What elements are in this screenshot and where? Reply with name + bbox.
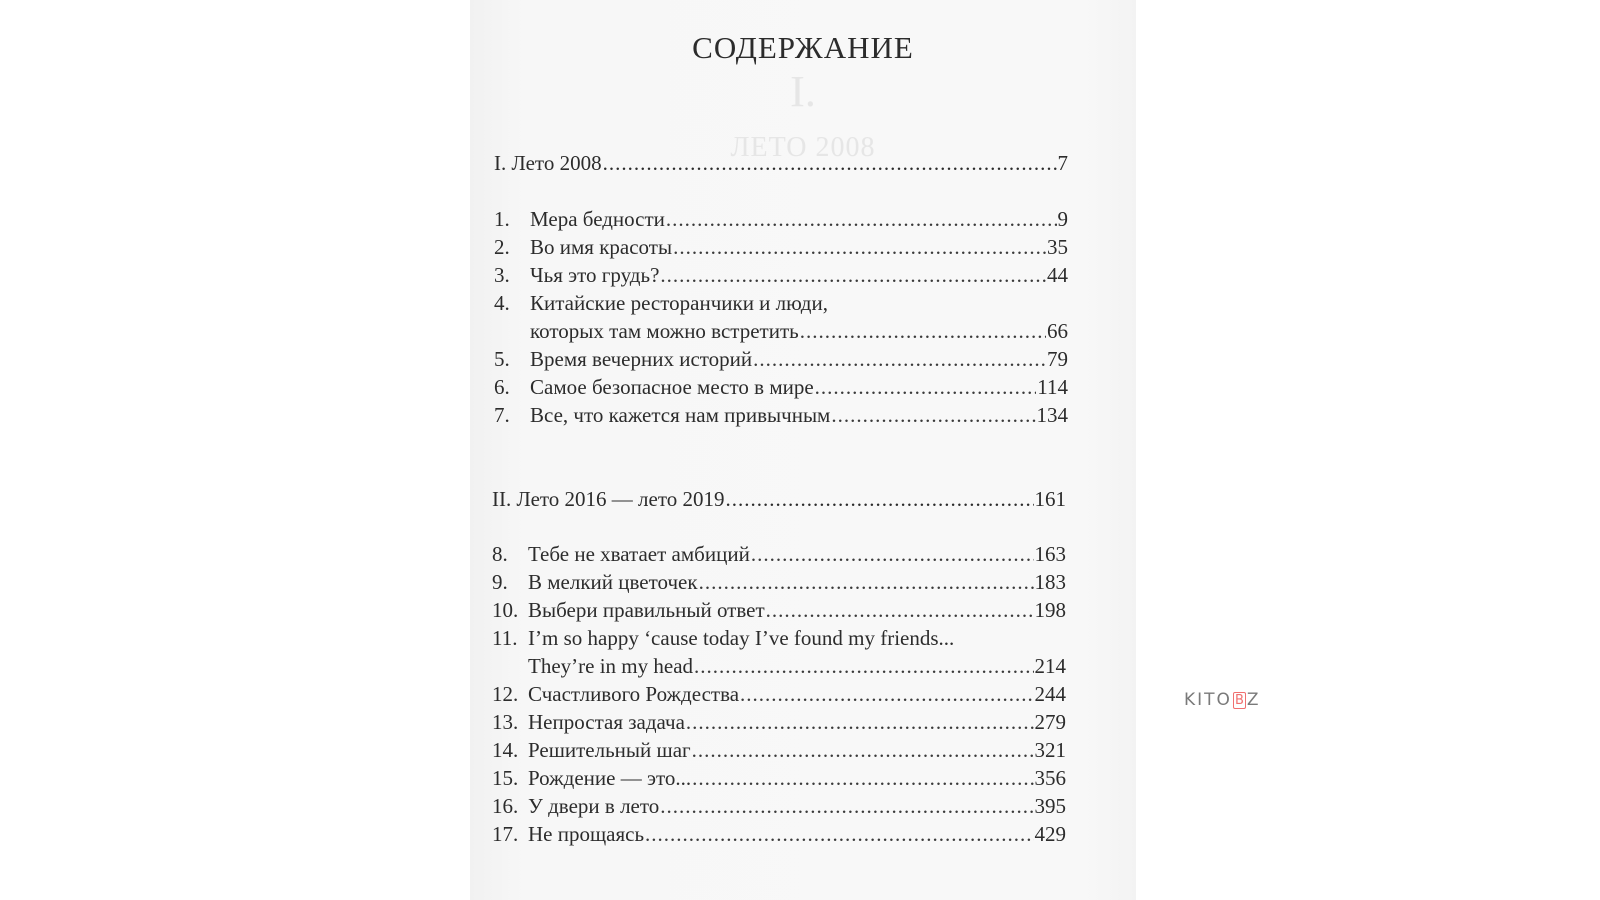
toc-entry bbox=[492, 681, 1066, 707]
entry-number: 7. bbox=[494, 403, 510, 427]
toc-entry bbox=[492, 709, 1066, 735]
watermark-text-end: Z bbox=[1246, 690, 1261, 710]
section-page-number: 7 bbox=[1057, 151, 1068, 175]
dot-leader bbox=[751, 541, 1034, 567]
dot-leader bbox=[740, 681, 1033, 707]
entry-number: 11. bbox=[492, 626, 518, 650]
entry-page-number: 244 bbox=[1034, 682, 1066, 706]
entry-title-line2: They’re in my head bbox=[528, 654, 694, 678]
entry-page-number: 66 bbox=[1047, 319, 1068, 343]
dot-leader bbox=[800, 318, 1046, 344]
section-label: II. Лето 2016 — лето 2019 bbox=[492, 487, 725, 511]
entry-page-number: 134 bbox=[1036, 403, 1068, 427]
entry-title: В мелкий цветочек bbox=[528, 570, 698, 594]
entry-title-line2: которых там можно встретить bbox=[530, 319, 799, 343]
entry-page-number: 198 bbox=[1034, 598, 1066, 622]
toc-entry bbox=[494, 234, 1068, 260]
entry-title: Китайские ресторанчики и люди, bbox=[530, 291, 828, 315]
dot-leader bbox=[815, 374, 1037, 400]
entry-number: 16. bbox=[492, 794, 519, 818]
section-label: I. Лето 2008 bbox=[494, 151, 602, 175]
entry-title: У двери в лето bbox=[528, 794, 660, 818]
toc-section-1 bbox=[494, 150, 1068, 176]
entry-title: Непростая задача bbox=[528, 710, 685, 734]
kitobz-watermark bbox=[1184, 690, 1261, 710]
entry-page-number: 356 bbox=[1034, 766, 1066, 790]
dot-leader bbox=[645, 821, 1033, 847]
entry-page-number: 279 bbox=[1034, 710, 1066, 734]
book-page bbox=[470, 0, 1136, 900]
entry-number: 4. bbox=[494, 291, 510, 315]
entry-page-number: 183 bbox=[1034, 570, 1066, 594]
toc-entry bbox=[492, 541, 1066, 567]
entry-number: 6. bbox=[494, 375, 510, 399]
bleed-through-numeral: I. bbox=[790, 67, 816, 116]
entry-page-number: 114 bbox=[1037, 375, 1068, 399]
toc-entry bbox=[494, 262, 1068, 288]
entry-title: Не прощаясь bbox=[528, 822, 645, 846]
entry-number: 2. bbox=[494, 235, 510, 259]
entry-title: Мера бедности bbox=[530, 207, 665, 231]
watermark-book-icon: B bbox=[1234, 693, 1244, 708]
entry-number: 12. bbox=[492, 682, 519, 706]
entry-page-number: 395 bbox=[1034, 794, 1066, 818]
watermark-text: KITO bbox=[1184, 690, 1232, 710]
entry-number: 3. bbox=[494, 263, 510, 287]
entry-page-number: 35 bbox=[1047, 235, 1068, 259]
toc-entry bbox=[492, 793, 1066, 819]
dot-leader bbox=[726, 486, 1034, 512]
entry-number: 8. bbox=[492, 542, 508, 566]
toc-entry-continuation bbox=[494, 318, 1068, 344]
entry-title: Время вечерних историй bbox=[530, 347, 753, 371]
toc-entry bbox=[492, 765, 1066, 791]
entry-number: 14. bbox=[492, 738, 519, 762]
dot-leader bbox=[673, 234, 1046, 260]
toc-title: СОДЕРЖАНИЕ bbox=[692, 30, 914, 65]
entry-title: Тебе не хватает амбиций bbox=[528, 542, 750, 566]
entry-title: Чья это грудь? bbox=[530, 263, 660, 287]
dot-leader bbox=[660, 262, 1046, 288]
toc-entry bbox=[494, 290, 1068, 316]
toc-entry bbox=[494, 374, 1068, 400]
dot-leader bbox=[753, 346, 1046, 372]
entry-number: 13. bbox=[492, 710, 519, 734]
dot-leader bbox=[699, 569, 1034, 595]
toc-section-2 bbox=[492, 486, 1066, 512]
entry-number: 5. bbox=[494, 347, 510, 371]
entry-page-number: 9 bbox=[1057, 207, 1068, 231]
toc-entry bbox=[494, 346, 1068, 372]
entry-page-number: 79 bbox=[1047, 347, 1068, 371]
section-page-number: 161 bbox=[1034, 487, 1066, 511]
entry-title: I’m so happy ‘cause today I’ve found my friends... bbox=[528, 626, 955, 650]
bleed-through-title: ЛЕТО 2008 bbox=[730, 132, 876, 163]
entry-page-number: 321 bbox=[1034, 738, 1066, 762]
entry-number: 10. bbox=[492, 598, 519, 622]
entry-title: Выбери правильный ответ bbox=[528, 598, 765, 622]
entry-number: 1. bbox=[494, 207, 510, 231]
dot-leader bbox=[766, 597, 1034, 623]
dot-leader bbox=[686, 709, 1034, 735]
dot-leader bbox=[692, 737, 1034, 763]
entry-page-number: 163 bbox=[1034, 542, 1066, 566]
toc-entry bbox=[494, 206, 1068, 232]
dot-leader bbox=[831, 402, 1035, 428]
dot-leader bbox=[603, 150, 1057, 176]
toc-entry bbox=[492, 737, 1066, 763]
entry-title: Счастливого Рождества bbox=[528, 682, 740, 706]
toc-entry bbox=[492, 625, 1066, 651]
toc-entry bbox=[492, 597, 1066, 623]
dot-leader bbox=[666, 206, 1057, 232]
entry-page-number: 429 bbox=[1034, 822, 1066, 846]
dot-leader bbox=[694, 653, 1033, 679]
entry-title: Все, что кажется нам привычным bbox=[530, 403, 831, 427]
entry-page-number: 214 bbox=[1034, 654, 1066, 678]
entry-title: Самое безопасное место в мире bbox=[530, 375, 814, 399]
toc-entry bbox=[492, 821, 1066, 847]
entry-number: 9. bbox=[492, 570, 508, 594]
entry-page-number: 44 bbox=[1047, 263, 1068, 287]
toc-entry-continuation bbox=[492, 653, 1066, 679]
entry-title: Во имя красоты bbox=[530, 235, 673, 259]
entry-number: 15. bbox=[492, 766, 519, 790]
toc-entry bbox=[492, 569, 1066, 595]
entry-title: Рождение — это... bbox=[528, 766, 692, 790]
dot-leader bbox=[692, 765, 1033, 791]
entry-title: Решительный шаг bbox=[528, 738, 691, 762]
entry-number: 17. bbox=[492, 822, 519, 846]
toc-entry bbox=[494, 402, 1068, 428]
dot-leader bbox=[660, 793, 1033, 819]
